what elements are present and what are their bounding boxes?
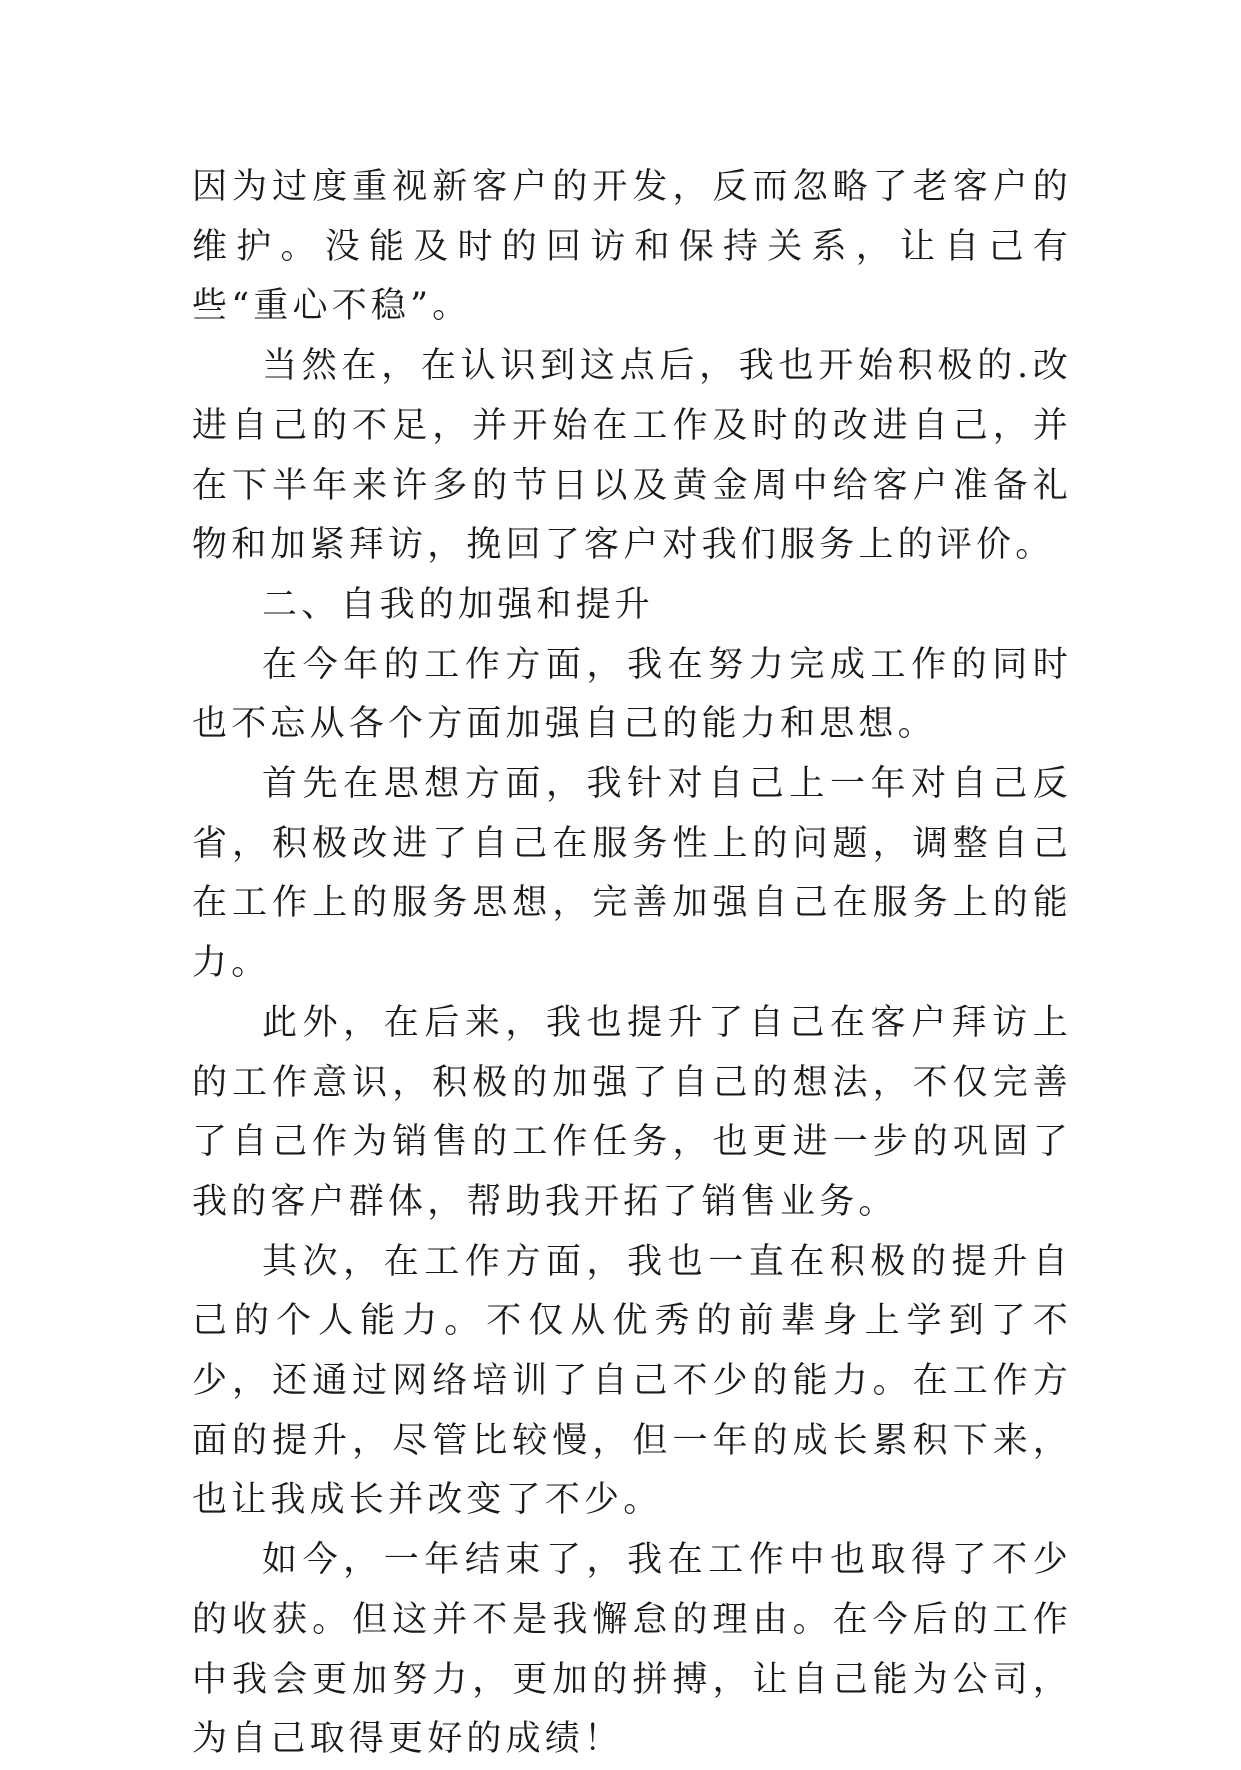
section-heading: 二、自我的加强和提升 [262,584,655,625]
paragraph-8: 如今，一年结束了，我在工作中也取得了不少的收获。但这并不是我懈怠的理由。在今后的工作中我会更加努力，更加的拼搏，让自己能为公司，为自己取得更好的成绩！ [192,1540,1072,1760]
paragraph-6: 此外，在后来，我也提升了自己在客户拜访上的工作意识，积极的加强了自己的想法，不仅完善了自己作为销售的工作任务，也更进一步的巩固了我的客户群体，帮助我开拓了销售业务。 [192,1002,1072,1222]
paragraph-7: 其次，在工作方面，我也一直在积极的提升自己的个人能力。不仅从优秀的前辈身上学到了不少，还通过网络培训了自己不少的能力。在工作方面的提升，尽管比较慢，但一年的成长累积下来，也让我成长并改变了不少。 [192,1241,1072,1521]
paragraph-1: 因为过度重视新客户的开发，反而忽略了老客户的维护。没能及时的回访和保持关系，让自己有些“重心不稳”。 [192,167,1072,327]
document-body [192,158,1072,1770]
paragraph-2: 当然在，在认识到这点后，我也开始积极的.改进自己的不足，并开始在工作及时的改进自己，并在下半年来许多的节日以及黄金周中给客户准备礼物和加紧拜访，挽回了客户对我们服务上的评价。 [192,346,1072,566]
paragraph-4: 在今年的工作方面，我在努力完成工作的同时也不忘从各个方面加强自己的能力和思想。 [192,644,1072,745]
paragraph-5: 首先在思想方面，我针对自己上一年对自己反省，积极改进了自己在服务性上的问题，调整自己在工作上的服务思想，完善加强自己在服务上的能力。 [192,764,1072,984]
